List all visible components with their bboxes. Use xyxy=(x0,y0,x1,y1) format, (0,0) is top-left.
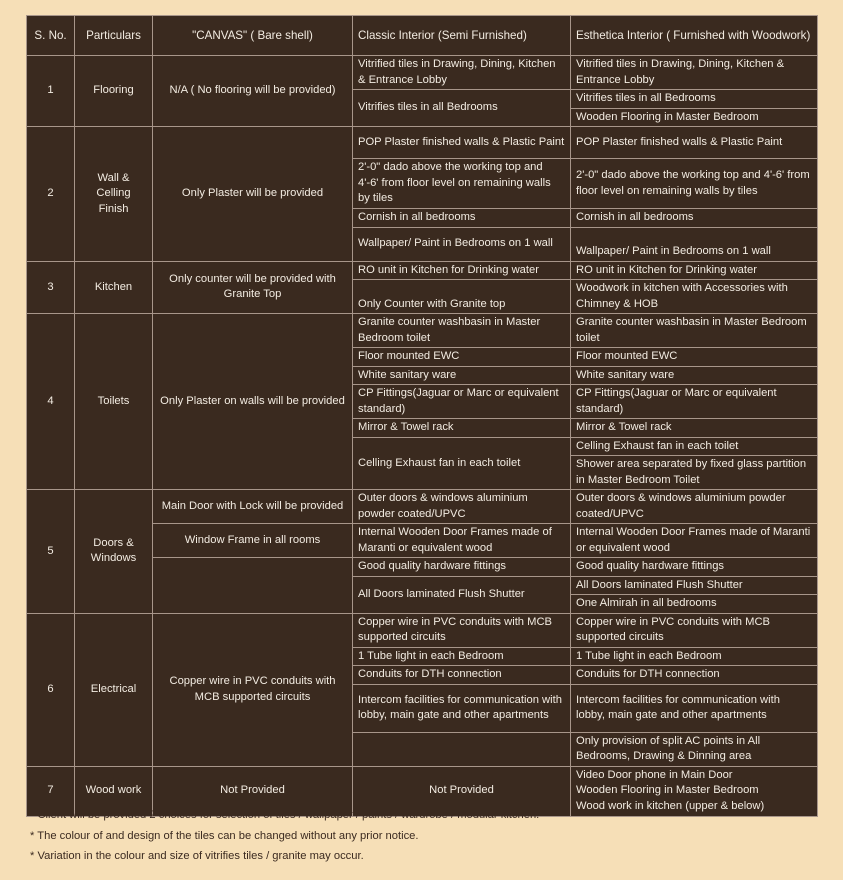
classic-spec: RO unit in Kitchen for Drinking water xyxy=(353,261,571,280)
specification-table xyxy=(26,15,818,817)
esthetica-spec: Only provision of split AC points in All Bedrooms, Drawing & Dinning area xyxy=(571,732,818,766)
footnote: * The colour of and design of the tiles can be changed without any prior notice. xyxy=(30,829,419,842)
header-particulars: Particulars xyxy=(75,16,153,56)
esthetica-spec: Copper wire in PVC conduits with MCB supported circuits xyxy=(571,613,818,647)
header-canvas: "CANVAS" ( Bare shell) xyxy=(153,16,353,56)
classic-empty-cell xyxy=(353,732,571,766)
footnotes xyxy=(30,805,820,867)
esthetica-spec: Vitrifies tiles in all Bedrooms xyxy=(571,90,818,109)
row-number: 1 xyxy=(27,56,75,127)
esthetica-spec: Granite counter washbasin in Master Bedroom toilet xyxy=(571,314,818,348)
header-classic: Classic Interior (Semi Furnished) xyxy=(353,16,571,56)
row-particular: Wall & Celling Finish xyxy=(75,127,153,262)
esthetica-spec: All Doors laminated Flush Shutter xyxy=(571,576,818,595)
classic-spec: Good quality hardware fittings xyxy=(353,558,571,577)
classic-spec: Outer doors & windows aluminium powder coated/UPVC xyxy=(353,490,571,524)
classic-spec: POP Plaster finished walls & Plastic Paint xyxy=(353,127,571,159)
classic-spec: Wallpaper/ Paint in Bedrooms on 1 wall xyxy=(353,227,571,261)
header-row xyxy=(27,16,818,56)
row-number: 5 xyxy=(27,490,75,614)
esthetica-line: Video Door phone in Main Door xyxy=(576,768,733,781)
classic-spec: White sanitary ware xyxy=(353,366,571,385)
row-particular: Wood work xyxy=(75,766,153,816)
table-row xyxy=(27,314,818,348)
canvas-spec: Copper wire in PVC conduits with MCB supported circuits xyxy=(153,613,353,766)
footnote: * Variation in the colour and size of vitrifies tiles / granite may occur. xyxy=(30,850,364,862)
classic-spec: Celling Exhaust fan in each toilet xyxy=(353,437,571,490)
classic-spec: Only Counter with Granite top xyxy=(353,280,571,314)
esthetica-spec: White sanitary ware xyxy=(571,366,818,385)
canvas-empty-cell xyxy=(153,558,353,614)
classic-spec: 1 Tube light in each Bedroom xyxy=(353,647,571,666)
row-particular: Kitchen xyxy=(75,261,153,314)
esthetica-line: Wood work in kitchen (upper & below) xyxy=(576,799,765,812)
esthetica-spec: Floor mounted EWC xyxy=(571,348,818,367)
classic-spec: Intercom facilities for communication with lobby, main gate and other apartments xyxy=(353,684,571,732)
classic-spec: 2'-0" dado above the working top and 4'-6' from floor level on remaining walls by tiles xyxy=(353,159,571,209)
esthetica-spec: Intercom facilities for communication with lobby, main gate and other apartments xyxy=(571,684,818,732)
esthetica-spec: Good quality hardware fittings xyxy=(571,558,818,577)
canvas-spec: Only Plaster on walls will be provided xyxy=(153,314,353,490)
canvas-spec: Window Frame in all rooms xyxy=(153,524,353,558)
esthetica-spec: Mirror & Towel rack xyxy=(571,419,818,438)
canvas-spec: Only counter will be provided with Granite Top xyxy=(153,261,353,314)
esthetica-spec: POP Plaster finished walls & Plastic Paint xyxy=(571,127,818,159)
row-particular: Flooring xyxy=(75,56,153,127)
classic-spec: Vitrified tiles in Drawing, Dining, Kitchen & Entrance Lobby xyxy=(353,56,571,90)
canvas-spec: Main Door with Lock will be provided xyxy=(153,490,353,524)
header-sno: S. No. xyxy=(27,16,75,56)
esthetica-line: Wooden Flooring in Master Bedroom xyxy=(576,784,759,797)
esthetica-spec: Cornish in all bedrooms xyxy=(571,209,818,228)
table-row xyxy=(27,261,818,280)
classic-spec: Copper wire in PVC conduits with MCB supported circuits xyxy=(353,613,571,647)
row-number: 6 xyxy=(27,613,75,766)
table-row xyxy=(27,490,818,524)
esthetica-spec: One Almirah in all bedrooms xyxy=(571,595,818,614)
classic-spec: Vitrifies tiles in all Bedrooms xyxy=(353,90,571,127)
row-particular: Doors & Windows xyxy=(75,490,153,614)
classic-spec: Granite counter washbasin in Master Bedroom toilet xyxy=(353,314,571,348)
esthetica-spec: Conduits for DTH connection xyxy=(571,666,818,685)
esthetica-spec: Wooden Flooring in Master Bedroom xyxy=(571,108,818,127)
esthetica-spec: Celling Exhaust fan in each toilet xyxy=(571,437,818,456)
classic-spec: Mirror & Towel rack xyxy=(353,419,571,438)
canvas-spec: Not Provided xyxy=(153,766,353,816)
esthetica-spec: Woodwork in kitchen with Accessories with Chimney & HOB xyxy=(571,280,818,314)
classic-spec: All Doors laminated Flush Shutter xyxy=(353,576,571,613)
esthetica-spec: 1 Tube light in each Bedroom xyxy=(571,647,818,666)
row-particular: Electrical xyxy=(75,613,153,766)
classic-spec: Conduits for DTH connection xyxy=(353,666,571,685)
footnote: * Client will be provided 2 choices for selection of tiles / wallpaper / paints / wardrobe / modular kitchen. xyxy=(30,809,540,821)
row-number: 3 xyxy=(27,261,75,314)
classic-spec: Not Provided xyxy=(353,766,571,816)
classic-spec: Floor mounted EWC xyxy=(353,348,571,367)
header-esthetica: Esthetica Interior ( Furnished with Woodwork) xyxy=(571,16,818,56)
classic-spec: CP Fittings(Jaguar or Marc or equivalent standard) xyxy=(353,385,571,419)
row-number: 2 xyxy=(27,127,75,262)
esthetica-spec: Shower area separated by fixed glass partition in Master Bedroom Toilet xyxy=(571,456,818,490)
esthetica-spec: RO unit in Kitchen for Drinking water xyxy=(571,261,818,280)
esthetica-spec: Outer doors & windows aluminium powder coated/UPVC xyxy=(571,490,818,524)
classic-spec: Cornish in all bedrooms xyxy=(353,209,571,228)
esthetica-spec: Vitrified tiles in Drawing, Dining, Kitchen & Entrance Lobby xyxy=(571,56,818,90)
table-row xyxy=(27,127,818,159)
classic-spec: Internal Wooden Door Frames made of Maranti or equivalent wood xyxy=(353,524,571,558)
esthetica-spec: Internal Wooden Door Frames made of Maranti or equivalent wood xyxy=(571,524,818,558)
row-number: 7 xyxy=(27,766,75,816)
row-number: 4 xyxy=(27,314,75,490)
esthetica-spec: Wallpaper/ Paint in Bedrooms on 1 wall xyxy=(571,227,818,261)
table-row xyxy=(27,56,818,90)
canvas-spec: N/A ( No flooring will be provided) xyxy=(153,56,353,127)
esthetica-spec: 2'-0" dado above the working top and 4'-6' from floor level on remaining walls by tiles xyxy=(571,159,818,209)
esthetica-spec: CP Fittings(Jaguar or Marc or equivalent standard) xyxy=(571,385,818,419)
canvas-spec: Only Plaster will be provided xyxy=(153,127,353,262)
row-particular: Toilets xyxy=(75,314,153,490)
table-row xyxy=(27,613,818,647)
